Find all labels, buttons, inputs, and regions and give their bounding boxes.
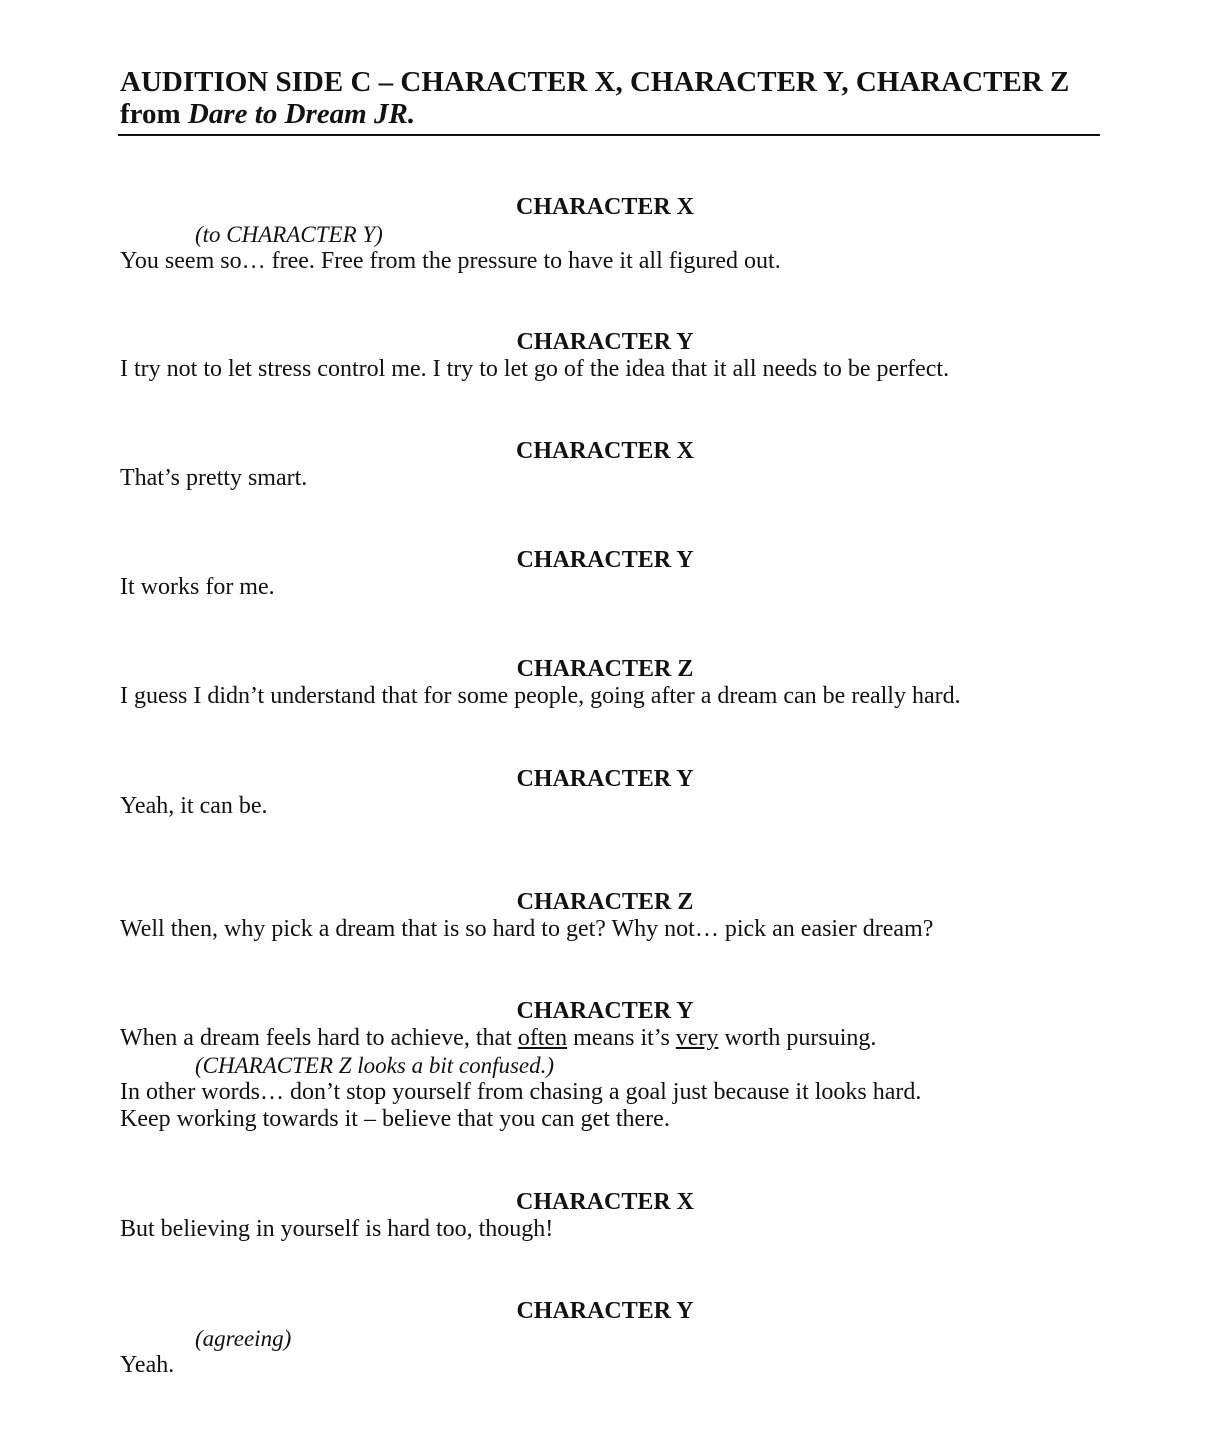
- page-header: [120, 66, 1100, 130]
- dialogue-text: means it’s: [567, 1025, 676, 1051]
- speaker-name: CHARACTER X: [515, 438, 694, 464]
- from-prefix: from: [120, 98, 188, 130]
- header-divider: [118, 134, 1100, 136]
- parenthetical: (to CHARACTER Y): [195, 222, 383, 247]
- dialogue-line: You seem so… free. Free from the pressure to have it all figured out.: [120, 248, 781, 274]
- script-block-1: [120, 193, 1100, 275]
- dialogue-line: Well then, why pick a dream that is so hard to get? Why not… pick an easier dream?: [120, 916, 934, 942]
- script-block-2: [120, 328, 1100, 383]
- dialogue-line: But believing in yourself is hard too, though!: [120, 1216, 554, 1242]
- script-block-6: [120, 765, 1100, 820]
- audition-side-title: AUDITION SIDE C – CHARACTER X, CHARACTER Y, CHARACTER Z: [120, 66, 1070, 98]
- dialogue-line: I try not to let stress control me. I try to let go of the idea that it all needs to be perfect.: [120, 356, 950, 382]
- speaker-name: CHARACTER Y: [516, 1298, 694, 1324]
- emphasis-underline: very: [675, 1025, 719, 1051]
- speaker-name: CHARACTER Y: [516, 547, 694, 573]
- speaker-name: CHARACTER Z: [516, 889, 694, 915]
- dialogue-line: Yeah.: [120, 1352, 175, 1378]
- dialogue-line: It works for me.: [120, 574, 275, 600]
- dialogue-line: Keep working towards it – believe that you can get there.: [120, 1106, 670, 1132]
- script-block-3: [120, 437, 1100, 492]
- dialogue-line: That’s pretty smart.: [120, 465, 308, 491]
- speaker-name: CHARACTER Y: [516, 998, 694, 1024]
- stage-direction: (CHARACTER Z looks a bit confused.): [195, 1053, 555, 1078]
- emphasis-underline: often: [517, 1025, 568, 1051]
- dialogue-text: worth pursuing.: [718, 1025, 877, 1051]
- speaker-name: CHARACTER X: [515, 194, 694, 220]
- script-block-7: [120, 888, 1100, 943]
- script-block-4: [120, 546, 1100, 601]
- speaker-name: CHARACTER Y: [516, 329, 694, 355]
- play-source-line: [120, 98, 1100, 130]
- script-block-5: [120, 655, 1100, 710]
- play-title: Dare to Dream JR.: [187, 98, 416, 130]
- dialogue-line: [120, 1025, 1100, 1052]
- script-block-10: [120, 1297, 1100, 1379]
- speaker-name: CHARACTER Z: [516, 656, 694, 682]
- script-block-9: [120, 1188, 1100, 1243]
- dialogue-text: When a dream feels hard to achieve, that: [120, 1025, 518, 1051]
- speaker-name: CHARACTER Y: [516, 766, 694, 792]
- dialogue-line: In other words… don’t stop yourself from chasing a goal just because it looks hard.: [120, 1079, 922, 1105]
- script-block-8: [120, 997, 1100, 1133]
- parenthetical: (agreeing): [195, 1326, 292, 1351]
- dialogue-line: I guess I didn’t understand that for some people, going after a dream can be really hard.: [120, 683, 961, 709]
- dialogue-line: Yeah, it can be.: [120, 793, 268, 819]
- speaker-name: CHARACTER X: [515, 1189, 694, 1215]
